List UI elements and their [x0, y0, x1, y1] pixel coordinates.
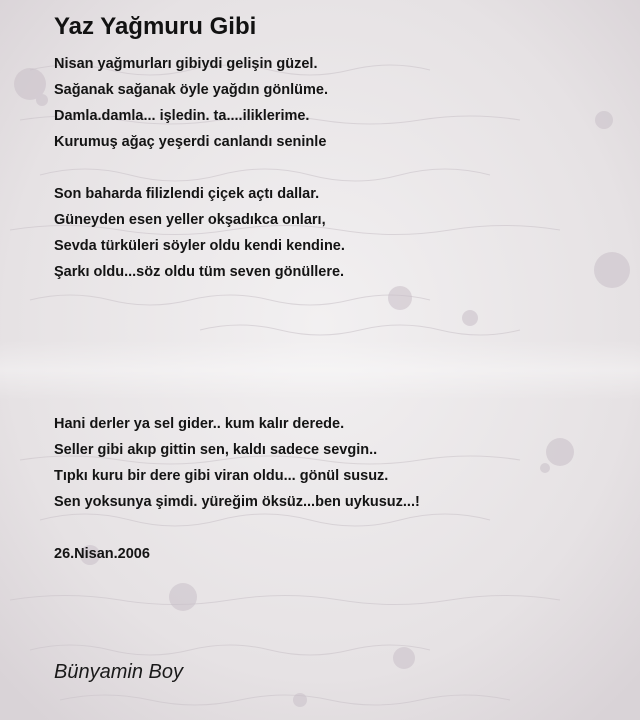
poem-line: Seller gibi akıp gittin sen, kaldı sadece sevgin..: [54, 442, 378, 458]
poem-line: Hani derler ya sel gider.. kum kalır derede.: [54, 416, 345, 432]
poem-line: Şarkı oldu...söz oldu tüm seven gönüllere.: [54, 264, 345, 280]
poem-author: Bünyamin Boy: [54, 661, 183, 683]
poem-line: Güneyden esen yeller okşadıkca onları,: [54, 212, 326, 228]
poem-line: Kurumuş ağaç yeşerdi canlandı seninle: [54, 134, 327, 150]
stanza-1: [54, 51, 328, 155]
poem-line: Damla.damla... işledin. ta....iliklerime.: [54, 108, 310, 124]
poem-line: Tıpkı kuru bir dere gibi viran oldu... gönül susuz.: [54, 468, 389, 484]
stanza-2: [54, 181, 345, 285]
poem-line: Sağanak sağanak öyle yağdın gönlüme.: [54, 82, 328, 98]
poem-date: 26.Nisan.2006: [54, 546, 150, 562]
poem-title: Yaz Yağmuru Gibi: [54, 13, 257, 40]
stanza-3: [54, 411, 420, 515]
poem-line: Son baharda filizlendi çiçek açtı dallar.: [54, 186, 320, 202]
poem-line: Nisan yağmurları gibiydi gelişin güzel.: [54, 56, 318, 72]
poem-line: Sen yoksunya şimdi. yüreğim öksüz...ben uykusuz...!: [54, 494, 420, 510]
poem-line: Sevda türküleri söyler oldu kendi kendine.: [54, 238, 345, 254]
